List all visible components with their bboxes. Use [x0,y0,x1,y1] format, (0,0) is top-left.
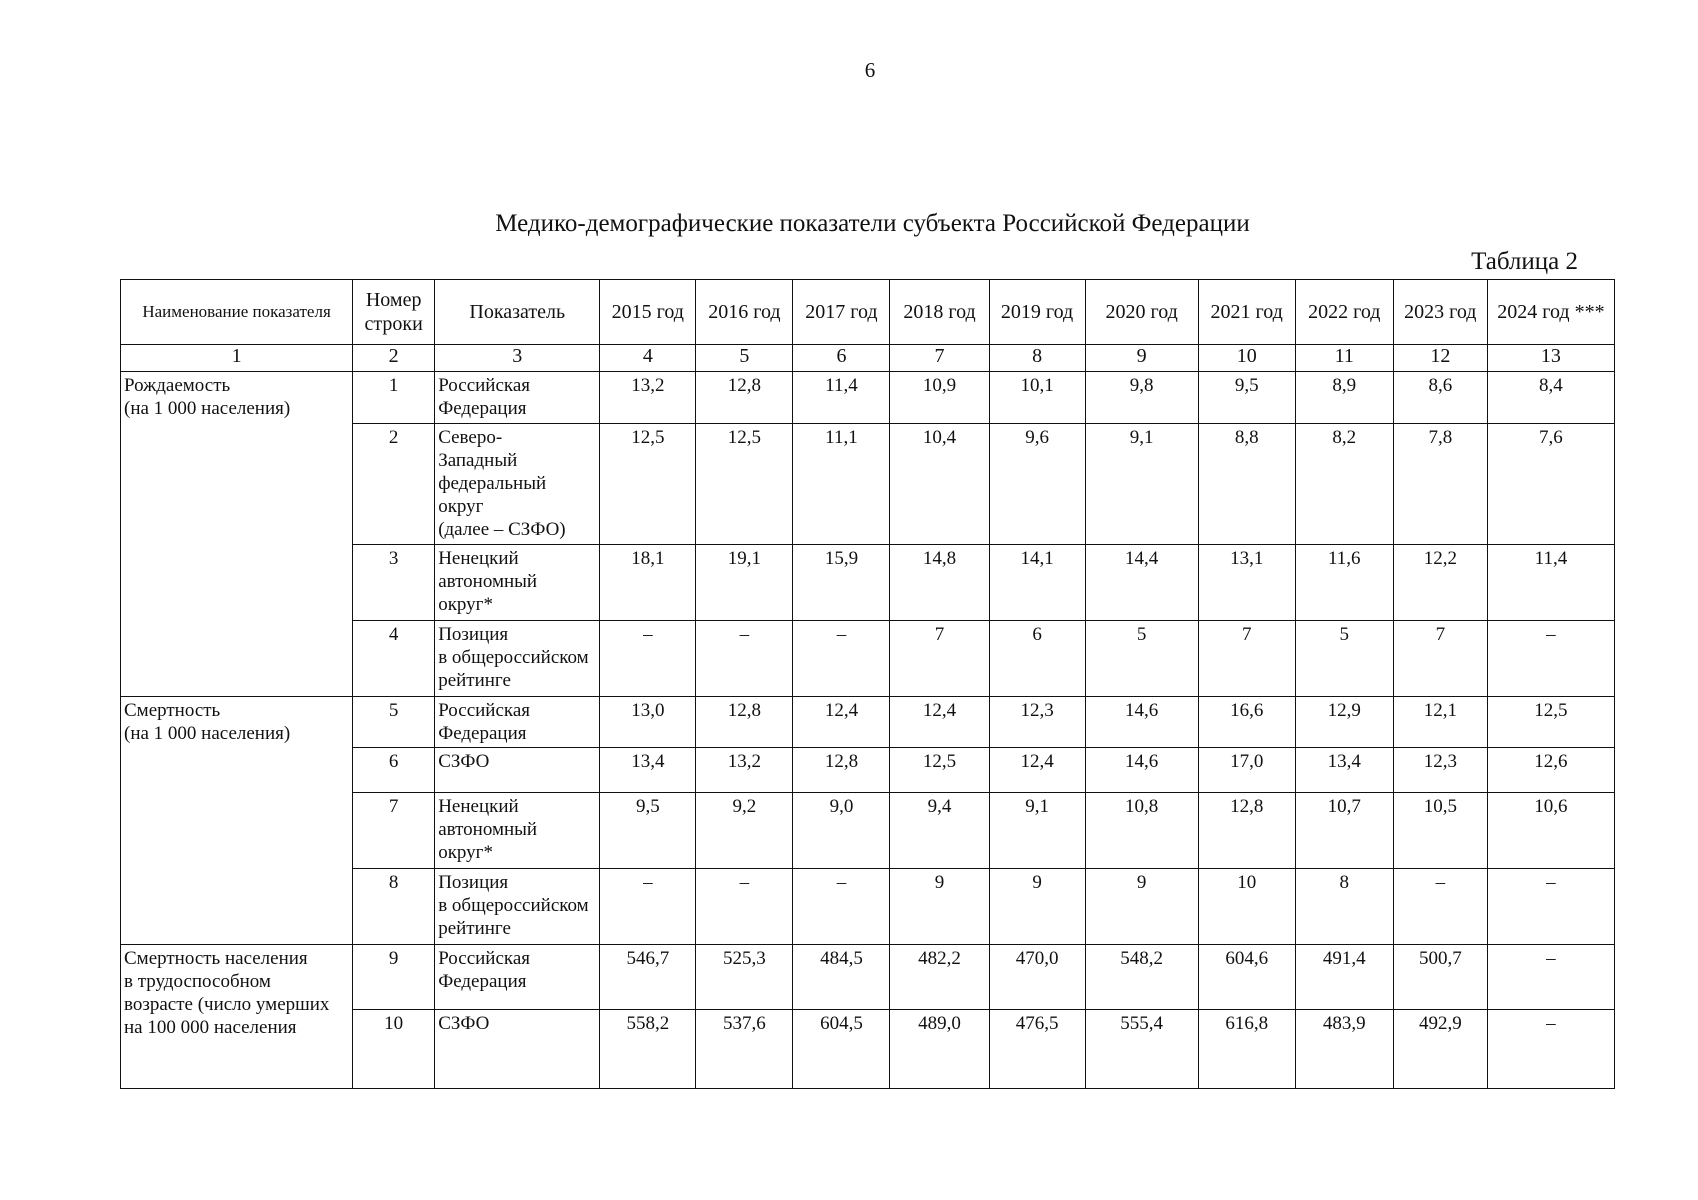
value-cell: 12,5 [1487,697,1614,748]
header-indicator-name: Наименование показателя [121,280,353,345]
value-cell: 10 [1198,869,1295,945]
value-cell: 604,5 [793,1010,890,1089]
table-body [121,372,1615,1089]
value-cell: 5 [1295,621,1393,697]
value-cell: 7 [890,621,989,697]
value-cell: – [696,621,793,697]
value-cell: 14,6 [1085,697,1198,748]
indicator-label: Позиция в общероссийском рейтинге [435,621,600,697]
value-cell: 470,0 [989,945,1085,1010]
header-year: 2015 год [600,280,696,345]
indicator-group-name: Рождаемость (на 1 000 населения) [121,372,353,697]
value-cell: 482,2 [890,945,989,1010]
table-label: Таблица 2 [1471,248,1578,275]
row-number: 4 [353,621,435,697]
column-number: 13 [1487,345,1614,372]
value-cell: – [1487,621,1614,697]
value-cell: 12,8 [696,697,793,748]
value-cell: 12,6 [1487,748,1614,793]
row-number: 5 [353,697,435,748]
indicator-label: СЗФО [435,748,600,793]
value-cell: 9,5 [1198,372,1295,424]
value-cell: 10,8 [1085,793,1198,869]
value-cell: 548,2 [1085,945,1198,1010]
value-cell: 15,9 [793,545,890,621]
value-cell: 10,4 [890,424,989,545]
value-cell: – [1487,945,1614,1010]
column-number: 4 [600,345,696,372]
value-cell: 476,5 [989,1010,1085,1089]
value-cell: 14,6 [1085,748,1198,793]
value-cell: 17,0 [1198,748,1295,793]
value-cell: 11,4 [1487,545,1614,621]
value-cell: 10,9 [890,372,989,424]
row-number: 10 [353,1010,435,1089]
document-title: Медико-демографические показатели субъекта Российской Федерации [495,210,1250,237]
column-number: 8 [989,345,1085,372]
value-cell: 9 [989,869,1085,945]
row-number: 9 [353,945,435,1010]
indicator-group-name: Смертность (на 1 000 населения) [121,697,353,945]
indicator-label: Ненецкий автономный округ* [435,545,600,621]
header-indicator: Показатель [435,280,600,345]
value-cell: 8,8 [1198,424,1295,545]
value-cell: 14,1 [989,545,1085,621]
column-number: 12 [1393,345,1487,372]
header-year: 2019 год [989,280,1085,345]
value-cell: 558,2 [600,1010,696,1089]
indicator-label: Северо- Западный федеральный округ (далее – СЗФО) [435,424,600,545]
indicator-label: Российская Федерация [435,945,600,1010]
value-cell: 492,9 [1393,1010,1487,1089]
value-cell: 12,1 [1393,697,1487,748]
value-cell: 500,7 [1393,945,1487,1010]
value-cell: 10,1 [989,372,1085,424]
header-row [121,280,1615,345]
row-number: 7 [353,793,435,869]
value-cell: 11,6 [1295,545,1393,621]
value-cell: 10,5 [1393,793,1487,869]
header-year: 2023 год [1393,280,1487,345]
value-cell: 13,4 [1295,748,1393,793]
value-cell: 13,2 [600,372,696,424]
value-cell: – [793,869,890,945]
indicator-label: СЗФО [435,1010,600,1089]
table-row [121,697,1615,748]
value-cell: 8 [1295,869,1393,945]
value-cell: 525,3 [696,945,793,1010]
value-cell: 537,6 [696,1010,793,1089]
value-cell: 7,8 [1393,424,1487,545]
value-cell: – [1487,1010,1614,1089]
column-number: 9 [1085,345,1198,372]
column-number: 1 [121,345,353,372]
value-cell: 6 [989,621,1085,697]
value-cell: 18,1 [600,545,696,621]
value-cell: 12,8 [793,748,890,793]
header-row-number: Номер строки [353,280,435,345]
value-cell: 7 [1198,621,1295,697]
column-number: 5 [696,345,793,372]
value-cell: 604,6 [1198,945,1295,1010]
value-cell: 9,1 [1085,424,1198,545]
table-row [121,372,1615,424]
value-cell: 8,9 [1295,372,1393,424]
value-cell: 5 [1085,621,1198,697]
value-cell: 12,4 [989,748,1085,793]
row-number: 6 [353,748,435,793]
value-cell: 8,2 [1295,424,1393,545]
column-number: 2 [353,345,435,372]
column-number: 11 [1295,345,1393,372]
value-cell: 9,0 [793,793,890,869]
value-cell: 8,6 [1393,372,1487,424]
indicator-label: Российская Федерация [435,372,600,424]
value-cell: 483,9 [1295,1010,1393,1089]
value-cell: 491,4 [1295,945,1393,1010]
value-cell: – [600,869,696,945]
value-cell: 12,2 [1393,545,1487,621]
value-cell: – [1487,869,1614,945]
value-cell: 10,7 [1295,793,1393,869]
value-cell: 9,8 [1085,372,1198,424]
row-number: 8 [353,869,435,945]
value-cell: 484,5 [793,945,890,1010]
value-cell: 9,2 [696,793,793,869]
medical-demographic-table [120,279,1615,1089]
header-year: 2024 год *** [1487,280,1614,345]
value-cell: 9,1 [989,793,1085,869]
value-cell: 19,1 [696,545,793,621]
value-cell: 9 [1085,869,1198,945]
value-cell: 13,1 [1198,545,1295,621]
header-year: 2021 год [1198,280,1295,345]
value-cell: 13,0 [600,697,696,748]
value-cell: 9 [890,869,989,945]
value-cell: 14,8 [890,545,989,621]
header-year: 2018 год [890,280,989,345]
header-year: 2022 год [1295,280,1393,345]
value-cell: 12,5 [600,424,696,545]
value-cell: 546,7 [600,945,696,1010]
value-cell: 12,9 [1295,697,1393,748]
value-cell: 7 [1393,621,1487,697]
header-year: 2016 год [696,280,793,345]
row-number: 1 [353,372,435,424]
value-cell: 9,6 [989,424,1085,545]
value-cell: 8,4 [1487,372,1614,424]
value-cell: 12,8 [696,372,793,424]
value-cell: 12,5 [890,748,989,793]
value-cell: 11,4 [793,372,890,424]
value-cell: 9,5 [600,793,696,869]
value-cell: 12,3 [1393,748,1487,793]
page-number: 6 [864,58,876,82]
row-number: 2 [353,424,435,545]
column-number: 6 [793,345,890,372]
header-year: 2017 год [793,280,890,345]
value-cell: 13,2 [696,748,793,793]
table-row [121,945,1615,1010]
indicator-label: Позиция в общероссийском рейтинге [435,869,600,945]
value-cell: 11,1 [793,424,890,545]
value-cell: 10,6 [1487,793,1614,869]
indicator-label: Российская Федерация [435,697,600,748]
value-cell: 13,4 [600,748,696,793]
value-cell: – [793,621,890,697]
value-cell: 616,8 [1198,1010,1295,1089]
value-cell: 12,3 [989,697,1085,748]
value-cell: 12,4 [890,697,989,748]
header-year: 2020 год [1085,280,1198,345]
row-number: 3 [353,545,435,621]
value-cell: 9,4 [890,793,989,869]
value-cell: 14,4 [1085,545,1198,621]
value-cell: 12,5 [696,424,793,545]
column-number: 3 [435,345,600,372]
value-cell: 489,0 [890,1010,989,1089]
value-cell: 16,6 [1198,697,1295,748]
column-number: 7 [890,345,989,372]
column-number: 10 [1198,345,1295,372]
value-cell: 7,6 [1487,424,1614,545]
value-cell: 555,4 [1085,1010,1198,1089]
value-cell: 12,4 [793,697,890,748]
value-cell: – [600,621,696,697]
value-cell: 12,8 [1198,793,1295,869]
indicator-label: Ненецкий автономный округ* [435,793,600,869]
value-cell: – [696,869,793,945]
value-cell: – [1393,869,1487,945]
indicator-group-name: Смертность населения в трудоспособном возрасте (число умерших на 100 000 населения [121,945,353,1089]
column-number-row [121,345,1615,372]
